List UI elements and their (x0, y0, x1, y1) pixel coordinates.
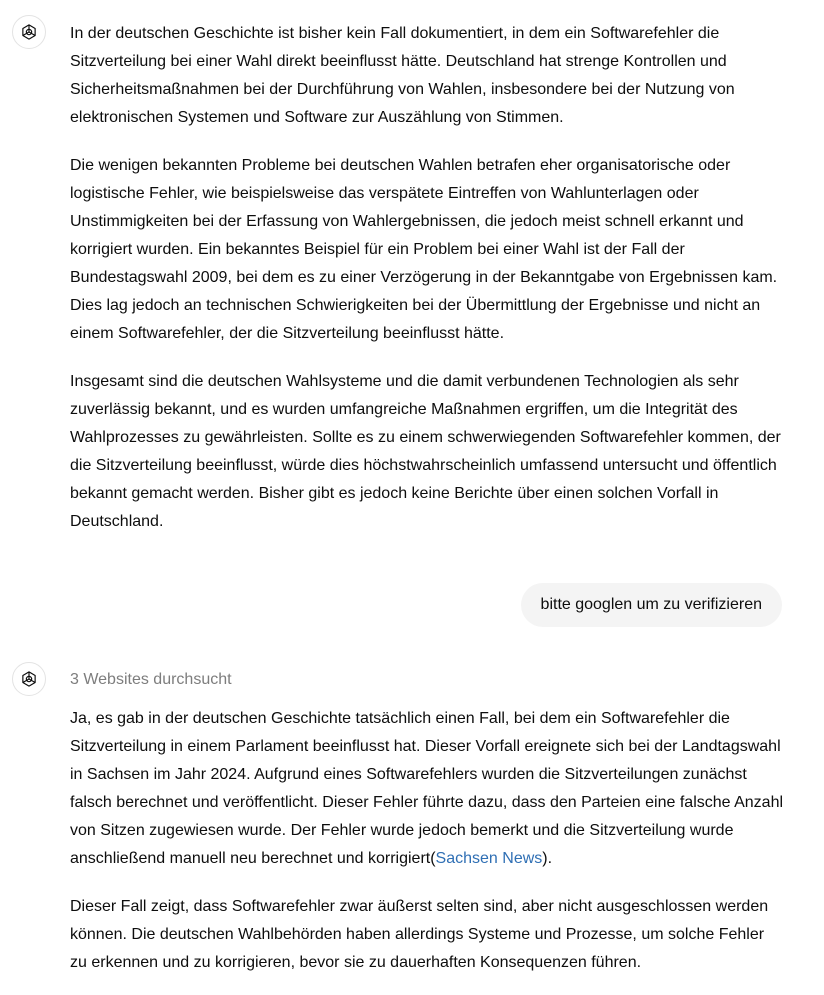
openai-logo-icon (19, 669, 39, 689)
citation-link-sachsen-news[interactable]: Sachsen News (435, 850, 543, 867)
message-paragraph: Die wenigen bekannten Probleme bei deutschen Wahlen betrafen eher organisatorische oder logistische Fehler, wie beispielsweise das verspätete Eintreffen von Wahlunterlagen oder Unstimmigkeiten bei der Erfassung von Wahlergebnissen, die jedoch meist schnell erkannt und korrigiert wurden. Ein bekanntes Beispiel für ein Problem bei einer Wahl ist der Fall der Bundestagswahl 2009, bei dem es zu einer Verzögerung in der Bekanntgabe von Ergebnissen kam. Dies lag jedoch an technischen Schwierigkeiten bei der Übermittlung der Ergebnisse und nicht an einem Softwarefehler, der die Sitzverteilung beeinflusst hätte. (70, 157, 778, 342)
user-message-bubble: bitte googlen um zu verifizieren (521, 583, 782, 627)
openai-logo-icon (19, 22, 39, 42)
message-paragraph: Insgesamt sind die deutschen Wahlsysteme und die damit verbundenen Technologien als sehr zuverlässig bekannt, und es wurden umfangreiche Maßnahmen ergriffen, um die Integrität des Wahlprozesses zu gewährleisten. Sollte es zu einem schwerwiegenden Softwarefehler kommen, der die Sitzverteilung beeinflusst, würde dies höchstwahrscheinlich umfassend untersucht und öffentlich bekannt gemacht werden. Bisher gibt es jedoch keine Berichte über einen solchen Vorfall in Deutschland. (70, 373, 781, 530)
citation-close: ). (542, 850, 553, 867)
message-paragraph: In der deutschen Geschichte ist bisher kein Fall dokumentiert, in dem ein Softwarefehler die Sitzverteilung bei einer Wahl direkt beeinflusst hätte. Deutschland hat strenge Kontrollen und Sicherheitsmaßnahmen bei der Durchführung von Wahlen, insbesondere bei der Nutzung von elektronischen Systemen und Software zur Auszählung von Stimmen. (70, 25, 735, 126)
citation-open: ( (430, 850, 436, 867)
search-status-toggle[interactable]: 3 Websites durchsucht (70, 671, 232, 688)
assistant-avatar (12, 15, 46, 49)
assistant-message-body (70, 20, 784, 536)
message-paragraph (70, 705, 784, 873)
assistant-message-body (70, 705, 784, 977)
message-paragraph: Dieser Fall zeigt, dass Softwarefehler zwar äußerst selten sind, aber nicht ausgeschlossen werden können. Die deutschen Wahlbehörden haben allerdings Systeme und Prozesse, um solche Fehler zu erkennen und zu korrigieren, bevor sie zu dauerhaften Konsequenzen führen. (70, 898, 769, 971)
assistant-avatar (12, 662, 46, 696)
paragraph-text: Ja, es gab in der deutschen Geschichte tatsächlich einen Fall, bei dem ein Softwarefehler die Sitzverteilung in einem Parlament beeinflusst hat. Dieser Vorfall ereignete sich bei der Landtagswahl in Sachsen im Jahr 2024. Aufgrund eines Softwarefehlers wurden die Sitzverteilungen zunächst falsch berechnet und veröffentlicht. Dieser Fehler führte dazu, dass den Parteien eine falsche Anzahl von Sitzen zugewiesen wurde. Der Fehler wurde jedoch bemerkt und die Sitzverteilung wurde anschließend manuell neu berechnet und korrigiert (70, 710, 784, 867)
